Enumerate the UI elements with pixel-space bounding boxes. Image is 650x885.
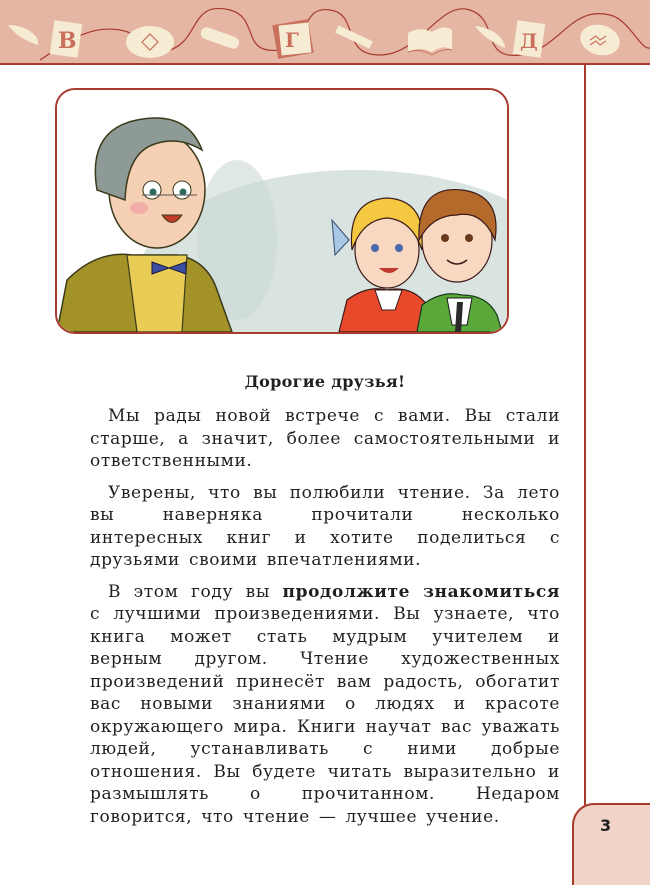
sealed-envelope-icon (126, 26, 174, 58)
letter-d-card (513, 20, 545, 58)
letter-g-card (272, 19, 313, 59)
quill-icon (475, 26, 505, 48)
paragraph-2: Уверены, что вы полюбили чтение. За лето вы наверняка прочитали несколько интересных книг и хотите поделиться с друзьями своими впечатлениями. (90, 482, 560, 570)
emphasis-text: продолжите знакомиться (282, 581, 560, 602)
page-number: 3 (600, 816, 612, 835)
paragraph-3-start: В этом году вы (108, 581, 283, 602)
header-decoration-band (0, 0, 650, 65)
header-ornament (0, 0, 650, 63)
svg-text:В: В (58, 28, 77, 54)
paragraph-1: Мы рады новой встрече с вами. Вы стали старше, а значит, более самостоятельными и ответственными. (90, 406, 560, 471)
scroll-icon (199, 26, 241, 51)
pencil-icon (335, 25, 373, 48)
quill-icon (8, 25, 38, 45)
greeting-heading: Дорогие друзья! (244, 372, 406, 391)
seal-icon (577, 20, 623, 59)
illustration-teacher-and-children (55, 88, 509, 334)
illustration-image (57, 90, 507, 332)
page-content (90, 372, 560, 837)
svg-text:Г: Г (285, 28, 299, 52)
page-margin-rule (584, 65, 586, 805)
paragraph-3-end: с лучшими произведениями. Вы узнаете, что книга может стать мудрым учителем и верным другом. Чтение художественных произведений принесёт вам радость, обогатит вас новыми знаниями о людях и красоте окружающего мира. Книги научат вас уважать людей, устанавливать с ними добрые отношения. Вы будете читать выразительно и размышлять о прочитанном. Недаром говорится, что чтение — лучшее учение. (90, 604, 560, 827)
svg-text:Д: Д (520, 29, 538, 53)
open-book-icon (408, 27, 452, 55)
letter-v-card (50, 20, 82, 58)
paragraph-3 (90, 581, 560, 829)
